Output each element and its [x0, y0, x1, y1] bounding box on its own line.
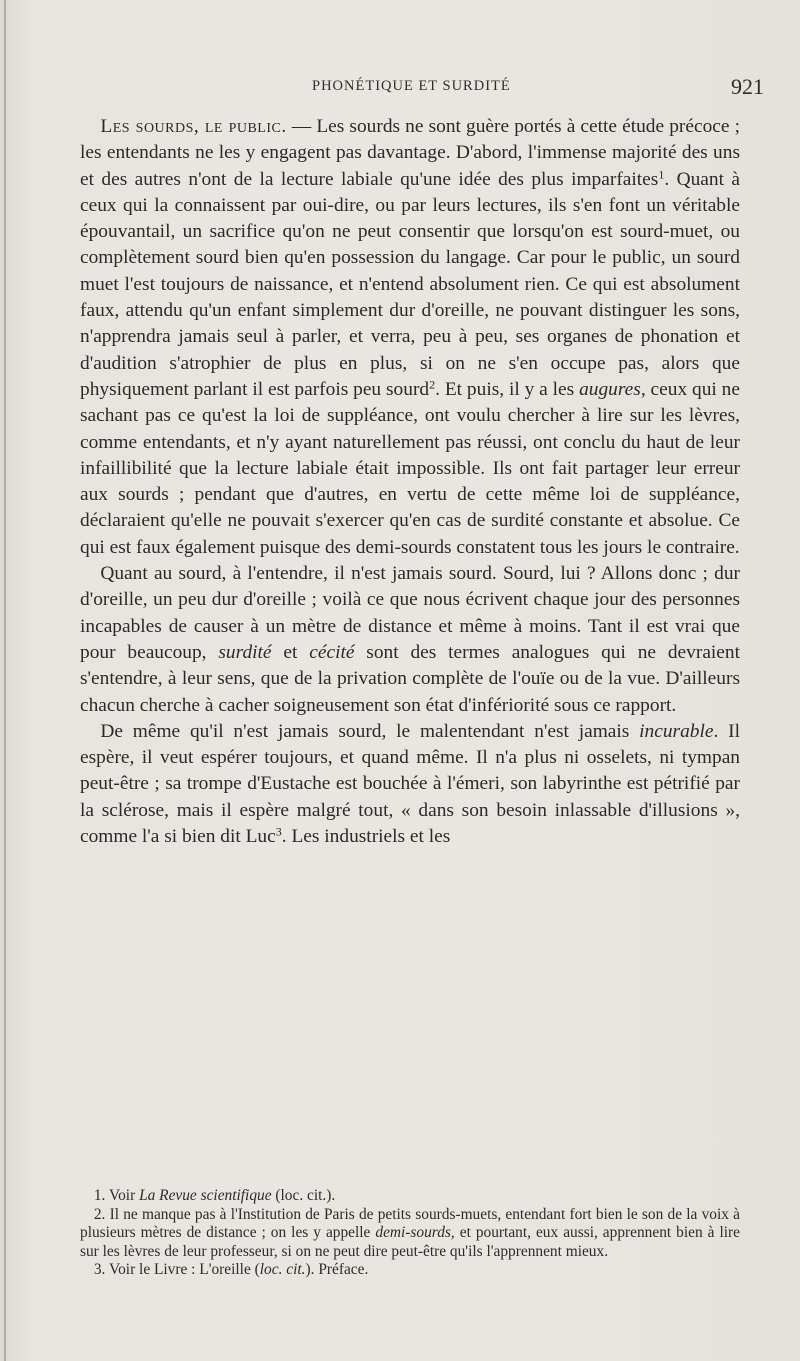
footnote-number: 3.	[93, 1261, 106, 1279]
footnote-ref: 1	[658, 166, 665, 181]
paragraph-text: De même qu'il n'est jamais sourd, le malentendant n'est jamais	[100, 720, 640, 742]
paragraph-text: et	[271, 641, 310, 663]
footnote	[80, 1261, 740, 1280]
footnote-italic: demi-sourds	[375, 1224, 451, 1242]
footnote	[80, 1206, 740, 1262]
paragraph-text: . Quant à ceux qui la connaissent par oui-dire, ou par leurs lectures, ils s'en font un véritable épouvantail, un sacrifice qu'on ne peut consentir que lorsqu'on est sourd-muet, ou complètement sourd bien qu'en possession du langage. Car pour le public, un sourd muet l'est toujours de naissance, et n'entend absolument rien. Ce qui est absolument faux, attendu qu'un enfant simplement dur d'oreille, ne pouvant distinguer les sons, n'apprendra jamais seul à parler, et verra, peu à peu, ses organes de phonation et d'audition s'atrophier de plus en plus, si on ne s'en occupe pas, alors que physiquement parlant il est parfois peu sourd	[80, 168, 740, 400]
italic-term: augures	[579, 378, 641, 400]
footnote-text: Il ne manque pas à l'Institution de Paris de petits sourds-muets, entendant fort bien le son de la voix à plusieurs mètres de distance ; on les y appelle	[80, 1205, 740, 1242]
paragraph-text: . Les industriels et les	[281, 826, 451, 848]
footnote-text: Voir	[105, 1187, 140, 1204]
running-title: PHONÉTIQUE ET SURDITÉ	[312, 78, 511, 94]
page-header	[0, 76, 800, 100]
page-gutter-shadow	[4, 0, 6, 1361]
footnote-text: ). Préface.	[305, 1261, 369, 1279]
footnote-italic: loc. cit.	[259, 1261, 306, 1279]
section-lead: Les sourds, le public.	[100, 116, 287, 137]
footnote-text: (loc. cit.).	[271, 1187, 336, 1204]
paragraph	[80, 719, 740, 850]
footnote-text: Voir le Livre : L'oreille (	[105, 1261, 260, 1279]
body-text	[80, 114, 740, 850]
paragraph-text: Quant au sourd, à l'entendre, il n'est jamais sourd. Sourd, lui ? Allons donc ; dur d'oreille, un peu dur d'oreille ; voilà ce que nous écrivent chaque jour des personnes incapables de causer à un mètre de distance et même à moins. Tant il est vrai que pour beaucoup,	[80, 563, 740, 663]
paragraph	[80, 114, 740, 561]
paragraph	[80, 561, 740, 719]
paragraph-text: . Et puis, il y a les	[435, 378, 580, 400]
footnote-italic: La Revue scientifique	[139, 1187, 272, 1204]
footnote-ref: 2	[429, 377, 436, 392]
footnote	[80, 1187, 740, 1206]
footnote-number: 1.	[93, 1187, 106, 1204]
paragraph-text: sont des termes analogues qui ne devraient s'entendre, à leur sens, que de la privation complète de l'ouïe ou de la vue. D'ailleurs chacun cherche à cacher soigneusement son état d'infériorité sous ce rapport.	[80, 641, 740, 716]
italic-term: surdité	[218, 641, 272, 663]
footnotes	[80, 1187, 740, 1280]
paragraph-text: — Les sourds ne sont guère portés à cette étude précoce ; les entendants ne les y engagent pas davantage. D'abord, l'immense majorité des uns et des autres n'ont de la lecture labiale qu'une idée des plus imparfaites	[80, 116, 740, 190]
italic-term: cécité	[309, 641, 355, 663]
paragraph-text: . Il espère, il veut espérer toujours, et quand même. Il n'a plus ni osselets, ni tympan peut-être ; sa trompe d'Eustache est bouchée à l'émeri, son labyrinthe est pétrifié par la sclérose, mais il espère malgré tout, « dans son besoin inlassable d'illusions », comme l'a si bien dit Luc	[80, 720, 741, 848]
italic-term: incurable	[639, 720, 714, 742]
footnote-ref: 3	[275, 824, 282, 839]
footnote-text: , et pourtant, eux aussi, apprennent bien à lire sur les lèvres de leur professeur, si on ne peut dire peut-être qu'ils l'apprennent mieux.	[80, 1224, 740, 1260]
paragraph-text: , ceux qui ne sachant pas ce qu'est la loi de suppléance, ont voulu chercher à lire sur les lèvres, comme entendants, et n'y ayant naturellement pas réussi, ont conclu du haut de leur infaillibilité que la lecture labiale était impossible. Ils ont fait partager leur erreur aux sourds ; pendant que d'autres, en vertu de cette même loi de suppléance, déclaraient qu'elle ne pouvait s'exercer qu'en cas de surdité constante et absolue. Ce qui est faux également puisque des demi-sourds constatent tous les jours le contraire.	[80, 378, 740, 558]
footnote-number: 2.	[93, 1205, 106, 1223]
page-number: 921	[731, 74, 764, 99]
